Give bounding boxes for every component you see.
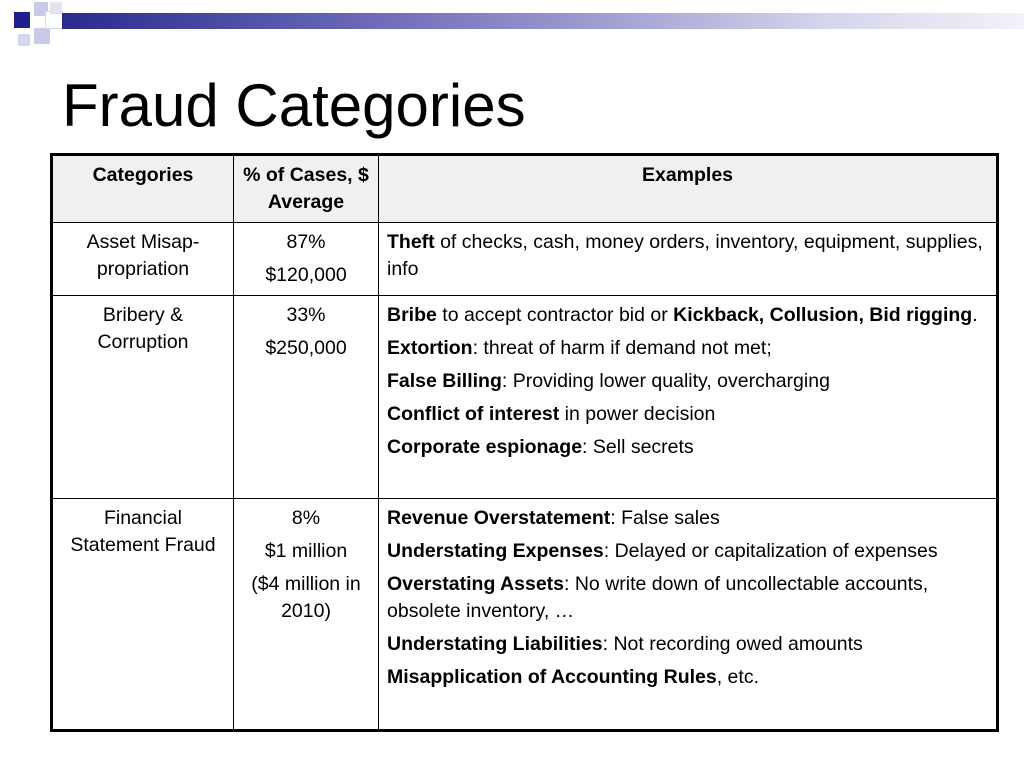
category-cell: [52, 499, 234, 731]
header-gradient-bar: [62, 13, 1024, 29]
header-categories: Categories: [52, 155, 234, 223]
header-percent-cases: % of Cases, $ Average: [234, 155, 379, 223]
slide-title: Fraud Categories: [62, 72, 526, 139]
percent-value: 8%: [291, 507, 321, 529]
percent-cell: [234, 296, 379, 499]
percent-cell: [234, 223, 379, 296]
average-note: ($4 million in 2010): [251, 573, 361, 622]
decoration-square: [14, 12, 30, 28]
category-name: Asset Misap-propriation: [86, 231, 200, 280]
average-value: $250,000: [265, 337, 347, 359]
example-item: Extortion: threat of harm if demand not met;: [387, 337, 772, 359]
example-item: Corporate espionage: Sell secrets: [387, 436, 694, 458]
percent-cell: [234, 499, 379, 731]
category-name: Financial Statement Fraud: [70, 507, 216, 556]
example-item: Bribe to accept contractor bid or Kickback, Collusion, Bid rigging.: [387, 304, 978, 326]
decoration-square: [50, 2, 62, 14]
example-item: Revenue Overstatement: False sales: [387, 507, 720, 529]
table-row: [52, 499, 998, 731]
decoration-square: [34, 28, 50, 44]
header-examples: Examples: [379, 155, 998, 223]
table-row: [52, 296, 998, 499]
average-value: $120,000: [265, 264, 347, 286]
example-item: Conflict of interest in power decision: [387, 403, 716, 425]
decoration-square: [18, 34, 30, 46]
percent-value: 33%: [286, 304, 326, 326]
table-header-row: [52, 155, 998, 223]
percent-value: 87%: [286, 231, 326, 253]
category-cell: [52, 223, 234, 296]
example-item: Understating Liabilities: Not recording owed amounts: [387, 633, 863, 655]
category-cell: [52, 296, 234, 499]
example-item: Overstating Assets: No write down of uncollectable accounts, obsolete inventory, …: [387, 573, 929, 622]
category-name: Bribery & Corruption: [97, 304, 189, 353]
example-item: False Billing: Providing lower quality, overcharging: [387, 370, 830, 392]
example-item: Theft of checks, cash, money orders, inventory, equipment, supplies, info: [387, 231, 983, 280]
examples-cell: [379, 296, 998, 499]
fraud-categories-table: [50, 153, 999, 732]
examples-cell: [379, 499, 998, 731]
example-item: Misapplication of Accounting Rules, etc.: [387, 666, 759, 688]
example-item: Understating Expenses: Delayed or capitalization of expenses: [387, 540, 938, 562]
average-value: $1 million: [264, 540, 348, 562]
examples-cell: [379, 223, 998, 296]
table-row: [52, 223, 998, 296]
decoration-square: [46, 12, 62, 28]
